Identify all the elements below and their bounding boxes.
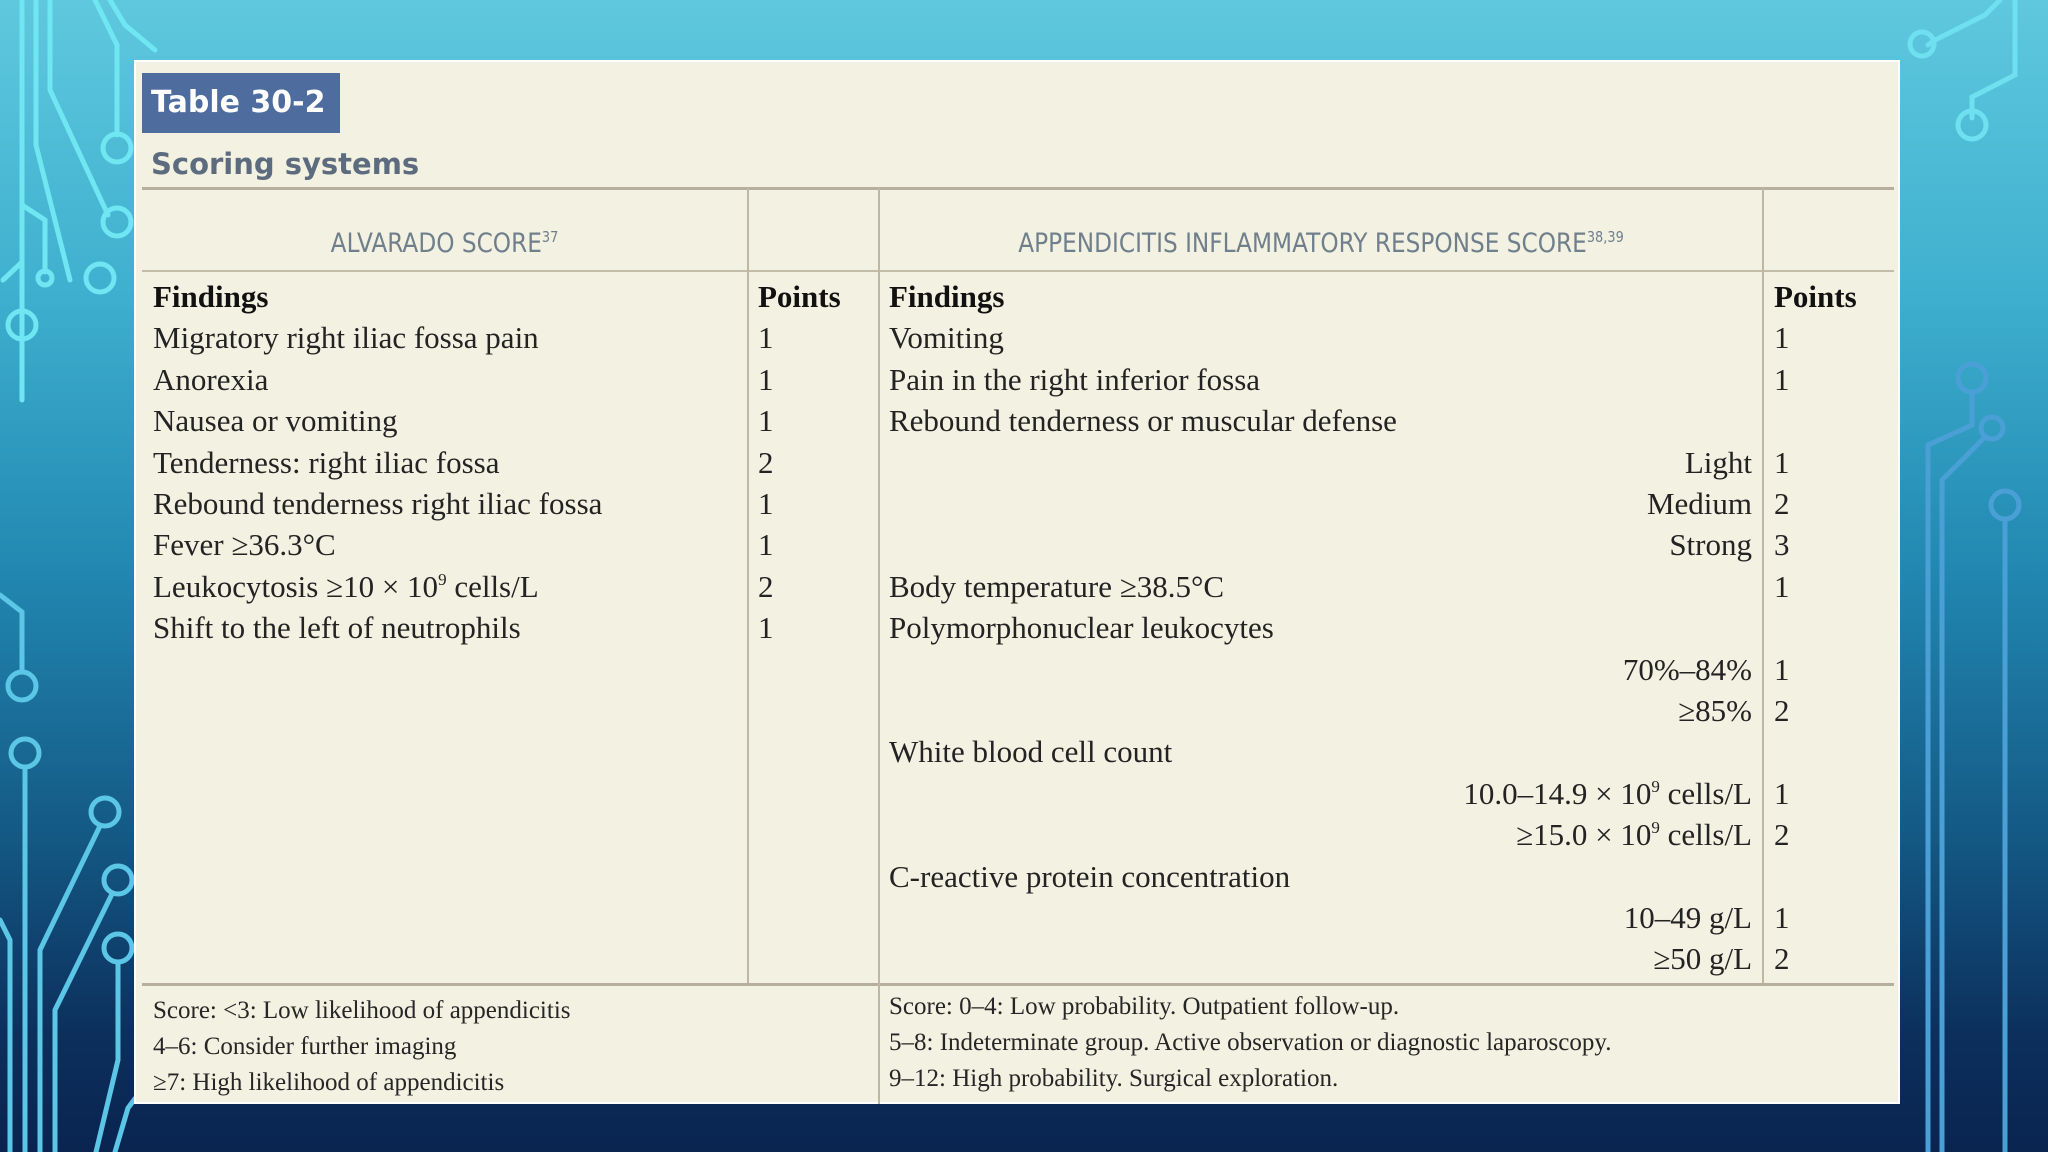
air-points: 1 bbox=[1774, 320, 1790, 355]
air-interpretation-1: Score: 0–4: Low probability. Outpatient follow-up. bbox=[889, 993, 1400, 1020]
alvarado-score-header bbox=[184, 217, 704, 264]
air-points: 2 bbox=[1774, 941, 1790, 976]
divider-air-points bbox=[1762, 188, 1764, 983]
exponent: 9 bbox=[438, 570, 447, 589]
alvarado-findings-heading: Findings bbox=[153, 279, 269, 314]
range-unit: cells/L bbox=[1659, 817, 1752, 852]
air-points: 1 bbox=[1774, 445, 1790, 480]
air-subfinding: 10–49 g/L bbox=[1623, 900, 1752, 935]
alvarado-finding: Shift to the left of neutrophils bbox=[153, 610, 521, 645]
air-points-heading: Points bbox=[1774, 279, 1857, 314]
divider-alvarado-points bbox=[747, 188, 749, 983]
alvarado-points: 1 bbox=[758, 362, 774, 397]
air-finding: Polymorphonuclear leukocytes bbox=[889, 610, 1274, 645]
air-subfinding bbox=[1463, 774, 1752, 814]
finding-unit: cells/L bbox=[446, 569, 539, 604]
air-finding: White blood cell count bbox=[889, 734, 1173, 769]
range-text: 10.0–14.9 × 10 bbox=[1463, 776, 1652, 811]
air-points: 1 bbox=[1774, 776, 1790, 811]
alvarado-finding: Tenderness: right iliac fossa bbox=[153, 445, 500, 480]
air-points: 2 bbox=[1774, 693, 1790, 728]
exponent: 9 bbox=[1651, 777, 1660, 796]
alvarado-points: 2 bbox=[758, 569, 774, 604]
top-rule bbox=[142, 187, 1894, 190]
alvarado-points: 1 bbox=[758, 486, 774, 521]
air-findings-heading: Findings bbox=[889, 279, 1005, 314]
air-subfinding: Light bbox=[1684, 445, 1752, 480]
alvarado-finding: Rebound tenderness right iliac fossa bbox=[153, 486, 603, 521]
air-finding: Pain in the right inferior fossa bbox=[889, 362, 1261, 397]
footer-rule bbox=[142, 983, 1894, 986]
alvarado-finding bbox=[153, 567, 539, 607]
alvarado-finding: Migratory right iliac fossa pain bbox=[153, 320, 539, 355]
alvarado-interpretation-1: Score: <3: Low likelihood of appendicitis bbox=[153, 997, 571, 1024]
air-points: 1 bbox=[1774, 362, 1790, 397]
air-points: 3 bbox=[1774, 527, 1790, 562]
air-finding: Body temperature ≥38.5°C bbox=[889, 569, 1225, 604]
alvarado-finding: Anorexia bbox=[153, 362, 269, 397]
air-score-header bbox=[942, 217, 1701, 264]
alvarado-finding: Nausea or vomiting bbox=[153, 403, 398, 438]
alvarado-ref: 37 bbox=[541, 228, 559, 246]
air-finding: Rebound tenderness or muscular defense bbox=[889, 403, 1397, 438]
scoring-table-panel bbox=[134, 60, 1900, 1104]
air-points: 2 bbox=[1774, 486, 1790, 521]
alvarado-points: 1 bbox=[758, 527, 774, 562]
air-finding: Vomiting bbox=[889, 320, 1004, 355]
air-interpretation-2: 5–8: Indeterminate group. Active observation or diagnostic laparoscopy. bbox=[889, 1029, 1612, 1056]
alvarado-points: 1 bbox=[758, 320, 774, 355]
alvarado-points: 1 bbox=[758, 403, 774, 438]
air-subfinding: 70%–84% bbox=[1622, 652, 1752, 687]
alvarado-interpretation-2: 4–6: Consider further imaging bbox=[153, 1033, 457, 1060]
air-subfinding bbox=[1516, 815, 1752, 855]
air-subfinding: Strong bbox=[1669, 527, 1752, 562]
table-subtitle: Scoring systems bbox=[151, 147, 420, 181]
air-points: 1 bbox=[1774, 652, 1790, 687]
air-interpretation-3: 9–12: High probability. Surgical exploration. bbox=[889, 1065, 1339, 1092]
air-subfinding: ≥85% bbox=[1678, 693, 1752, 728]
exponent: 9 bbox=[1651, 818, 1660, 837]
alvarado-points: 2 bbox=[758, 445, 774, 480]
finding-text: Leukocytosis ≥10 × 10 bbox=[153, 569, 439, 604]
alvarado-finding: Fever ≥36.3°C bbox=[153, 527, 336, 562]
divider-score-systems bbox=[878, 188, 880, 1104]
air-points: 1 bbox=[1774, 569, 1790, 604]
range-unit: cells/L bbox=[1659, 776, 1752, 811]
alvarado-interpretation-3: ≥7: High likelihood of appendicitis bbox=[153, 1069, 505, 1096]
air-title: APPENDICITIS INFLAMMATORY RESPONSE SCORE bbox=[1018, 228, 1587, 259]
air-finding: C-reactive protein concentration bbox=[889, 859, 1291, 894]
air-points: 1 bbox=[1774, 900, 1790, 935]
air-subfinding: ≥50 g/L bbox=[1653, 941, 1752, 976]
alvarado-points-heading: Points bbox=[758, 279, 841, 314]
alvarado-title: ALVARADO SCORE bbox=[330, 228, 542, 259]
range-text: ≥15.0 × 10 bbox=[1516, 817, 1652, 852]
header-rule bbox=[142, 270, 1894, 272]
air-subfinding: Medium bbox=[1646, 486, 1752, 521]
air-ref: 38,39 bbox=[1586, 228, 1624, 246]
alvarado-points: 1 bbox=[758, 610, 774, 645]
table-label: Table 30-2 bbox=[142, 73, 340, 133]
air-points: 2 bbox=[1774, 817, 1790, 852]
